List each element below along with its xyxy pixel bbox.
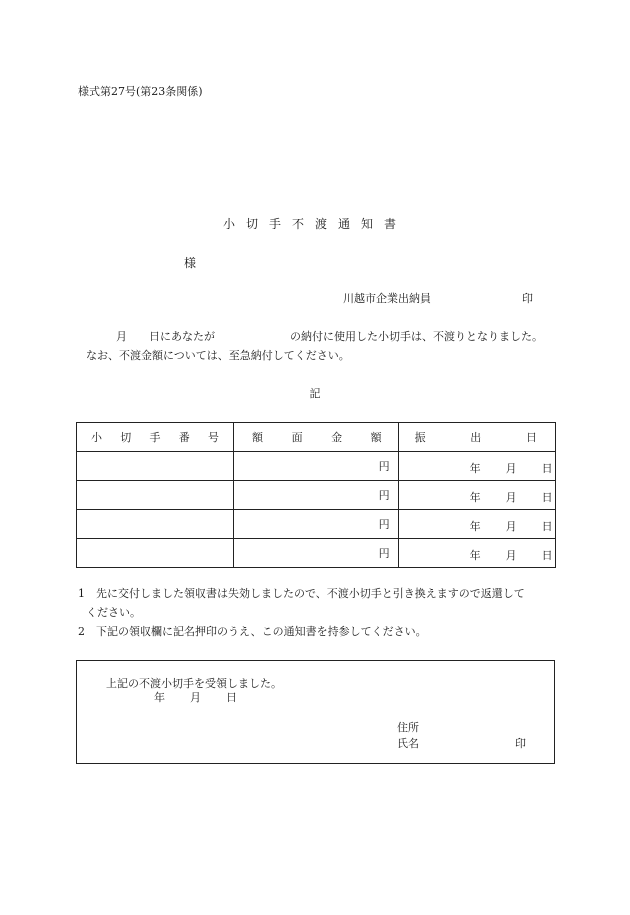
- body-day-text: 日にあなたが: [149, 330, 215, 343]
- check-number-cell: [77, 452, 234, 481]
- amount-cell: 円: [234, 510, 399, 539]
- ki-label: 記: [309, 387, 321, 400]
- receipt-name-label: 氏名: [397, 737, 419, 750]
- amount-cell: 円: [234, 481, 399, 510]
- table-row: [77, 452, 556, 481]
- header-check-number: 小 切 手 番 号: [77, 423, 234, 452]
- table-row: [77, 539, 556, 568]
- body-rest-text: の納付に使用した小切手は、不渡りとなりました。: [290, 330, 543, 343]
- receipt-year: 年: [154, 691, 165, 704]
- check-number-cell: [77, 510, 234, 539]
- table-row: [77, 510, 556, 539]
- date-cell: 年 月 日: [398, 510, 555, 539]
- amount-cell: 円: [234, 539, 399, 568]
- form-number: 様式第27号(第23条関係): [78, 85, 203, 98]
- receipt-box: [76, 660, 555, 764]
- date-cell: 年 月 日: [398, 481, 555, 510]
- document-title: [0, 218, 630, 230]
- amount-cell: 円: [234, 452, 399, 481]
- check-table: [76, 422, 556, 568]
- addressee-suffix: 様: [184, 256, 197, 270]
- table-header-row: [77, 423, 556, 452]
- header-face-amount: 額 面 金 額: [234, 423, 399, 452]
- note-1-continued: ください。: [86, 606, 141, 619]
- check-number-cell: [77, 539, 234, 568]
- date-cell: 年 月 日: [398, 539, 555, 568]
- issuer-seal-mark: 印: [522, 292, 533, 305]
- document-title-text: 小切手不渡通知書: [222, 217, 407, 231]
- body-line-1: [0, 331, 630, 343]
- receipt-month: 月: [190, 691, 201, 704]
- header-issue-date: 振 出 日: [398, 423, 555, 452]
- receipt-statement: 上記の不渡小切手を受領しました。: [106, 677, 282, 690]
- receipt-seal-mark: 印: [515, 737, 526, 750]
- body-month: 月: [116, 330, 127, 343]
- date-cell: 年 月 日: [398, 452, 555, 481]
- receipt-day: 日: [226, 691, 237, 704]
- receipt-address-label: 住所: [397, 721, 419, 734]
- issuer-name: 川越市企業出納員: [343, 292, 431, 305]
- note-2: 2 下記の領収欄に記名押印のうえ、この通知書を持参してください。: [78, 625, 427, 638]
- check-number-cell: [77, 481, 234, 510]
- table-row: [77, 481, 556, 510]
- body-line-2: なお、不渡金額については、至急納付してください。: [86, 349, 350, 362]
- note-1: 1 先に交付しました領収書は失効しましたので、不渡小切手と引き換えますので返還して: [78, 587, 525, 600]
